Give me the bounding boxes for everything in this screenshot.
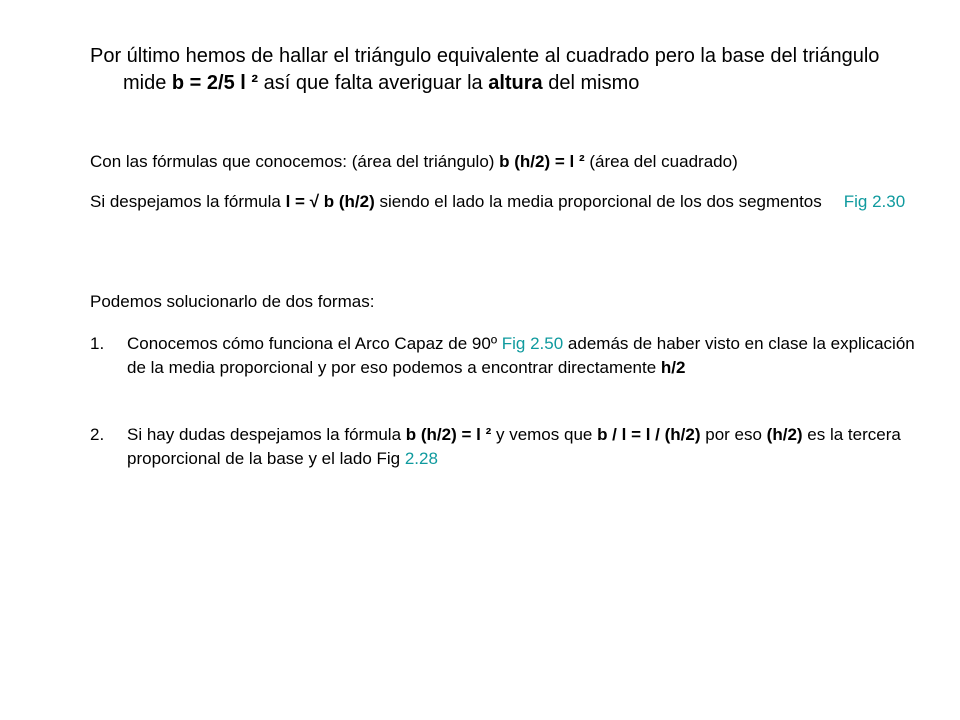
title-bold-base-formula: b = 2/5 l ²	[171, 72, 259, 94]
li1-figure-reference: Fig 2.50	[501, 334, 564, 353]
list-item-number: 1.	[90, 334, 105, 353]
li1-text-2: además de haber visto en clase la explicación de la media proporcional y por eso podemos a encontrar directamente	[127, 334, 915, 377]
paragraph-dos-formas	[90, 290, 920, 314]
title-text-3: del mismo	[542, 72, 640, 94]
li2-bold-h2: (h/2)	[766, 425, 803, 444]
p2-text-1: Si despejamos la fórmula	[90, 192, 286, 211]
list-item-number: 2.	[90, 425, 105, 444]
p2-text-2: siendo el lado la media proporcional de los dos segmentos	[374, 192, 822, 211]
li2-text-1: Si hay dudas despejamos la fórmula	[127, 425, 406, 444]
title-bold-altura: altura	[488, 72, 543, 94]
li2-text-2: y vemos que	[491, 425, 598, 444]
li2-text-4: es la tercera proporcional de la base y el lado Fig	[127, 425, 901, 468]
li1-text-1: Conocemos cómo funciona el Arco Capaz de 90º	[127, 334, 502, 353]
li2-text-3: por eso	[700, 425, 767, 444]
p1-text-2: (área del cuadrado)	[584, 152, 738, 171]
p3-text-1: Podemos solucionarlo de dos formas:	[90, 292, 375, 311]
list-item-text	[127, 423, 920, 471]
list-item	[90, 423, 920, 471]
li1-bold-h2: h/2	[660, 358, 686, 377]
li2-bold-formula: b (h/2) = l ²	[405, 425, 492, 444]
title-text-1: Por último hemos de hallar el triángulo equivalente al cuadrado pero la base del triángulo mide	[90, 45, 880, 94]
list-item	[90, 332, 920, 380]
title-text-2: así que falta averiguar la	[258, 72, 489, 94]
paragraph-formulas	[90, 150, 920, 174]
li2-bold-ratio: b / l = l / (h/2)	[597, 425, 701, 444]
p1-bold-formula: b (h/2) = l ²	[499, 152, 585, 171]
list-item-text	[127, 332, 920, 380]
p2-figure-reference: Fig 2.30	[843, 192, 906, 211]
p2-bold-formula: l = √ b (h/2)	[285, 192, 375, 211]
paragraph-despejamos	[90, 190, 920, 214]
slide-title	[90, 43, 920, 97]
p1-text-1: Con las fórmulas que conocemos: (área del triángulo)	[90, 152, 500, 171]
li2-figure-reference: 2.28	[404, 449, 438, 468]
